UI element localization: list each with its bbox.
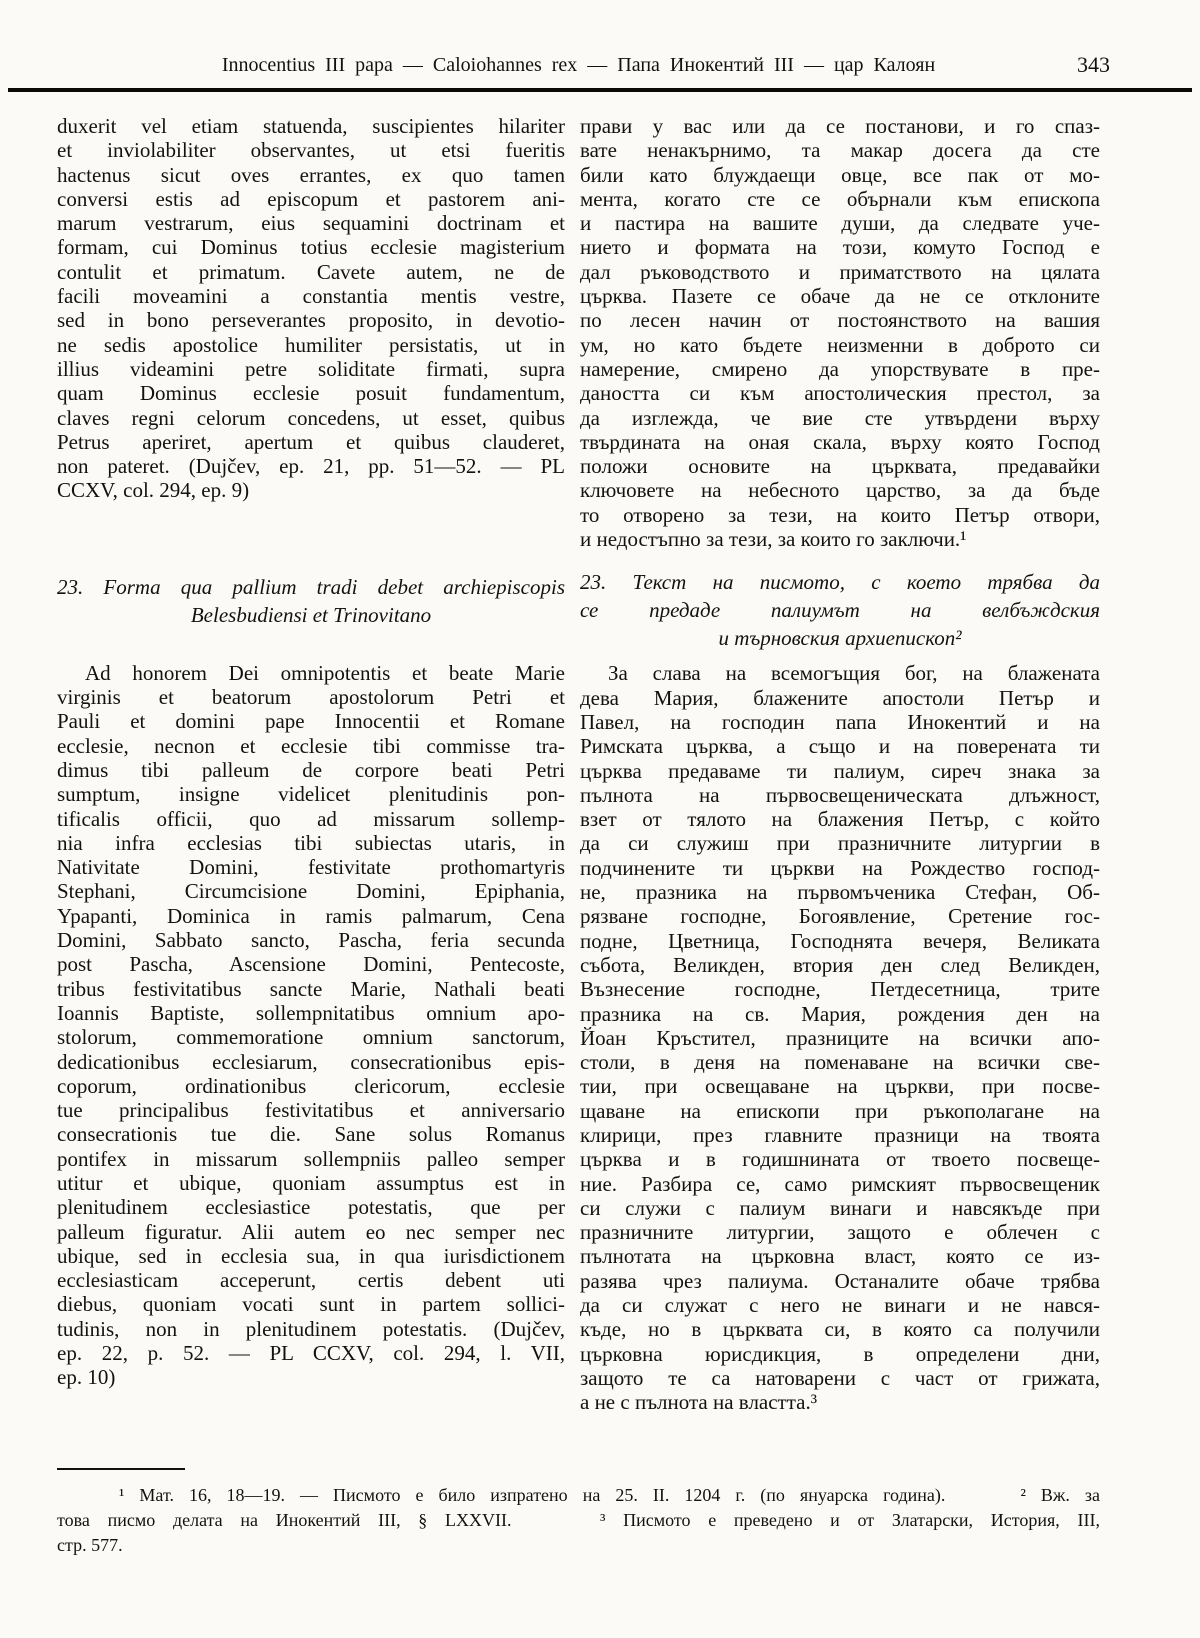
latin-column bbox=[57, 114, 565, 1390]
bulgarian-section-heading: 23. Текст на писмото, с което трябва да се предаде палиумът на велбъждския и търновския архиепископ² bbox=[580, 570, 1100, 651]
running-title: Innocentius III papa — Caloiohannes rex — Папа Инокентий III — цар Калоян bbox=[221, 54, 936, 76]
latin-paragraph-continued: duxerit vel etiam statuenda, suscipientes hilariter et inviolabiliter observantes, ut etsi fueritis hactenus sicut oves errantes, ex quo tamen conversi estis ad episcopum et pastorem ani- marum vestrarum, eius sequamini doctrinam et formam, cui Dominus totius ecclesie magisterium contulit et primatum. Cavete autem, ne de facili moveamini a constantia mentis vestre, sed in bono perseverantes proposito, in devotio- ne sedis apostolice humiliter persistatis, ut in illius videamini petre soliditate firmati, supra quam Dominus ecclesie posuit fundamentum, claves regni celorum concedens, ut esset, quibus Petrus aperiret, apertum et quibus clauderet, non pateret. (Dujčev, ep. 21, pp. 51—52. — PL CCXV, col. 294, ep. 9) bbox=[57, 114, 565, 503]
header-rule bbox=[8, 88, 1192, 92]
bulgarian-column bbox=[580, 114, 1100, 1415]
bulgarian-paragraph-section-23: За слава на всемогъщия бог, на блажената дева Мария, блажените апостоли Петър и Павел, на господин папа Инокентий и на Римската църква, а също и на поверената ти църква предаваме ти палиум, сиреч знака за пълнота на първосвещеническата длъжност, взет от тялото на блажения Петър, с който да си служиш при празничните литургии в подчинените ти църкви на Рождество господ- не, празника на първомъченика Стефан, Об- рязване господне, Богоявление, Сретение гос- подне, Цветница, Господнята вечеря, Великата събота, Великден, втория ден след Великден, Възнесение господне, Петдесетница, трите празника на св. Мария, рождения ден на Йоан Кръстител, празниците на всички апо- столи, в деня на поменаване на всички све- тии, при освещаване на църкви, при посве- щаване на епископи при ръкополагане на клирици, през главните празници на твоята църква и в годишнината от твоето посвеще- ние. Разбира се, само римският първосвещеник си служи с палиум винаги и навсякъде при празничните литургии, защото е облечен с пълнотата на църковна власт, която се из- разява чрез палиума. Останалите обаче трябва да си служат с него не винаги и не нався- къде, но в църквата си, в която са получили църковна юрисдикция, в определени дни, защото те са натоварени с част от грижата, а не с пълнота на властта.³ bbox=[580, 661, 1100, 1415]
bulgarian-paragraph-continued: прави у вас или да се постанови, и го спаз- вате ненакърнимо, та макар досега да сте били като блуждаещи овце, все пак от мо- мента, когато сте се обърнали към епископа и пастира на вашите души, да следвате уче- нието и формата на този, комуто Господ е дал ръководството и приматството на цялата църква. Пазете се обаче да не се отклоните по лесен начин от постоянството на вашия ум, но като бъдете неизменни в доброто си намерение, смирено да упорствувате в пре- даността си към апостолическия престол, за да изглежда, че вие сте утвърдени върху твърдината на оная скала, върху която Господ положи основите на църквата, предавайки ключовете на небесното царство, за да бъде то отворено за тези, на които Петър отвори, и недостъпно за тези, за които го заключи.¹ bbox=[580, 114, 1100, 552]
latin-paragraph-section-23: Ad honorem Dei omnipotentis et beate Marie virginis et beatorum apostolorum Petri et Pauli et domini pape Innocentii et Romane ecclesie, necnon et ecclesie tibi commisse tra- dimus tibi palleum de corpore beati Petri sumptum, insigne videlicet plenitudinis pon- tificalis officii, quo ad missarum sollemp- nia infra ecclesias tibi subiectas utaris, in Nativitate Domini, festivitate prothomartyris Stephani, Circumcisione Domini, Epiphania, Ypapanti, Dominica in ramis palmarum, Cena Domini, Sabbato sancto, Pascha, feria secunda post Pascha, Ascensione Domini, Pentecoste, tribus festivitatibus sancte Marie, Nathali beati Ioannis Baptiste, sollempnitatibus omnium apo- stolorum, commemoratione omnium sanctorum, dedicationibus ecclesiarum, consecrationibus epis- coporum, ordinationibus clericorum, ecclesie tue principalibus festivitatibus et anniversario consecrationis tue die. Sane solus Romanus pontifex in missarum sollempniis palleo semper utitur et ubique, quoniam assumptus est in plenitudinem ecclesiastice potestatis, que per palleum figuratur. Alii autem eo nec semper nec ubique, sed in ecclesia sua, in qua iurisdictionem ecclesiasticam acceperunt, certis debent uti diebus, quoniam vocati sunt in partem sollici- tudinis, non in plenitudinem potestatis. (Dujčev, ep. 22, p. 52. — PL CCXV, col. 294, l. VII, ep. 10) bbox=[57, 660, 565, 1390]
footnote-separator-rule bbox=[57, 1468, 185, 1470]
text-columns bbox=[57, 114, 1100, 1415]
latin-section-heading: 23. Forma qua pallium tradi debet archiepiscopis Belesbudiensi et Trinovitano bbox=[57, 574, 565, 627]
page-number: 343 bbox=[1077, 52, 1110, 77]
page-header bbox=[57, 52, 1110, 80]
footnotes-block: ¹ Мат. 16, 18—19. — Писмото е било изпратено на 25. II. 1204 г. (по януарска година). ² Вж. за това писмо делата на Инокентий III, § LXXVII. ³ Писмото е преведено и от Златарски, История, III, стр. 577. bbox=[57, 1485, 1100, 1555]
